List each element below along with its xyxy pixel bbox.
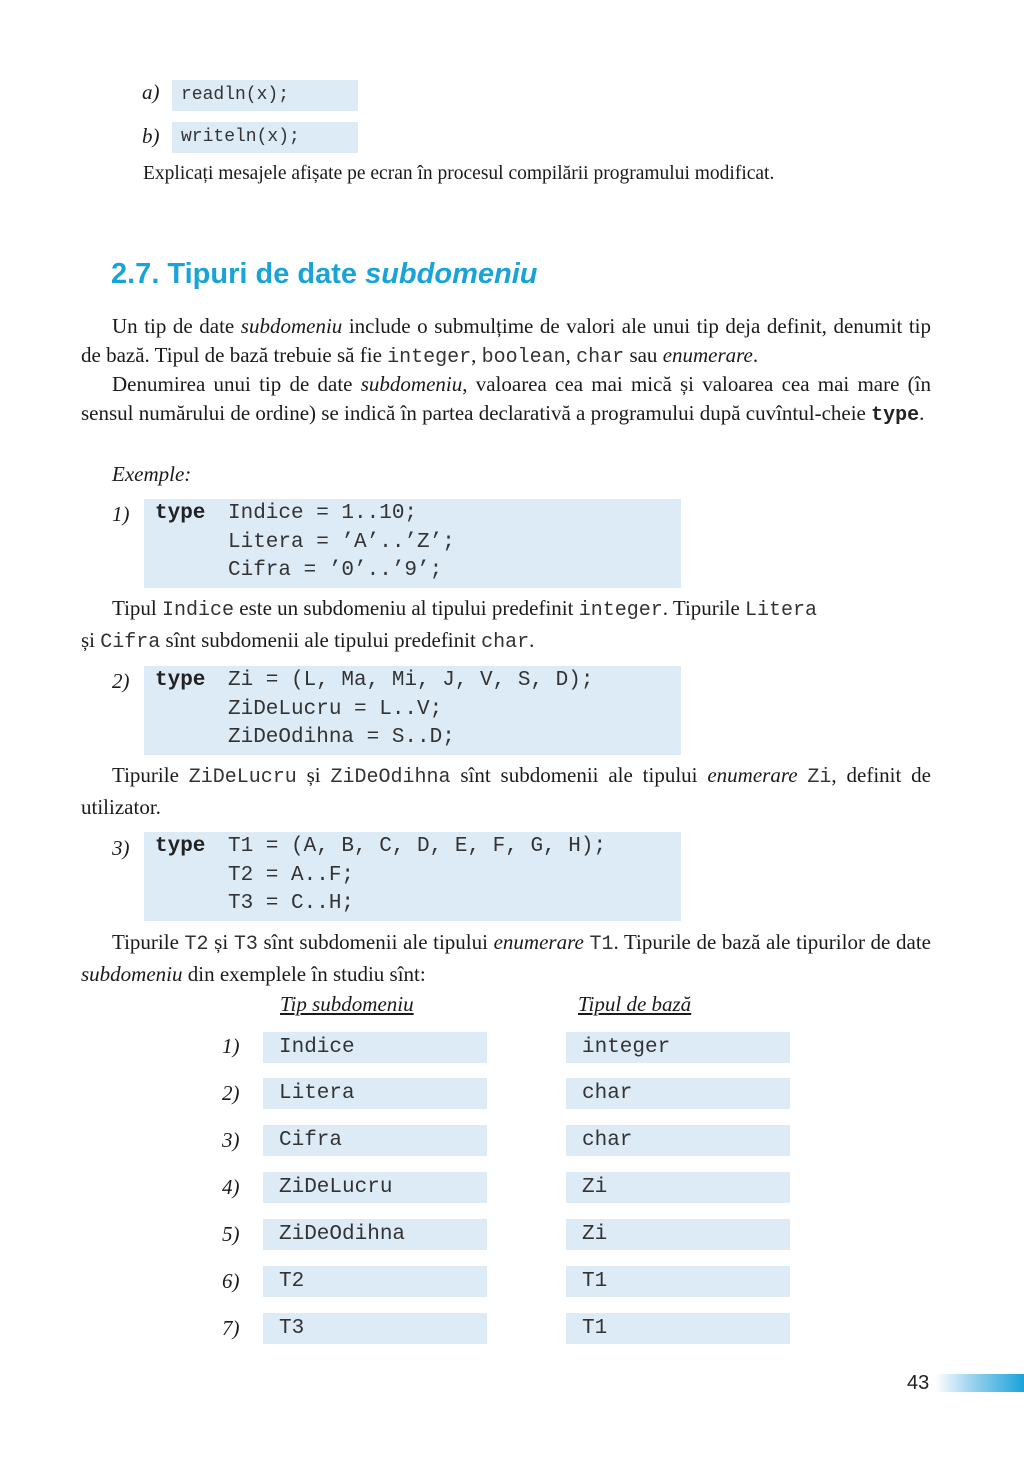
subdomain-cell: Indice [263,1032,487,1063]
paragraph-declaration: Denumirea unui tip de date subdomeniu, valoarea cea mai mică și valoarea cea mai mare (în sensul numărului de ordine) se indică în partea declarativă a programului după cuvîntul-cheie type. [81,372,931,427]
example-label-2: 2) [112,669,130,693]
code-line: Cifra = ’0’..’9’; [228,559,443,582]
base-type-cell: T1 [566,1313,790,1344]
heading-italic: subdomeniu [365,258,538,290]
keyword-type: type [155,669,206,692]
paragraph-definition: Un tip de date subdomeniu include o submulțime de valori ale unui tip deja definit, denumit tip de bază. Tipul de bază trebuie să fie integer, boolean, char sau enumerare. [81,314,931,369]
row-number: 4) [222,1175,240,1199]
code-block-2 [144,666,681,755]
subdomain-cell: T2 [263,1266,487,1297]
row-number: 1) [222,1034,240,1058]
row-number: 2) [222,1081,240,1105]
base-type-cell: char [566,1125,790,1156]
code-block-3 [144,832,681,921]
base-type-cell: char [566,1078,790,1109]
row-number: 6) [222,1269,240,1293]
base-type-cell: Zi [566,1172,790,1203]
subdomain-cell: ZiDeOdihna [263,1219,487,1250]
item-label-a: a) [142,80,160,104]
base-type-cell: integer [566,1032,790,1063]
code-line: ZiDeLucru = L..V; [228,697,443,721]
code-readln: readln(x); [172,80,358,111]
section-heading [111,258,537,291]
heading-text: 2.7. Tipuri de date [111,258,366,290]
page-number-bar [935,1374,1024,1392]
code-line: T2 = A..F; [228,863,355,887]
code-line: T1 = (A, B, C, D, E, F, G, H); [228,835,607,858]
keyword-type: type [155,835,206,858]
item-label-b: b) [142,124,160,148]
row-number: 3) [222,1128,240,1152]
subdomain-cell: T3 [263,1313,487,1344]
subdomain-cell: Cifra [263,1125,487,1156]
code-line: Zi = (L, Ma, Mi, J, V, S, D); [228,669,594,692]
examples-label: Exemple: [112,462,192,486]
base-type-cell: Zi [566,1219,790,1250]
table-header-subdomain: Tip subdomeniu [280,992,414,1016]
exercise-note: Explicați mesajele afișate pe ecran în procesul compilării programului modificat. [143,163,775,184]
code-line: Indice = 1..10; [228,502,418,525]
example-label-3: 3) [112,836,130,860]
code-line: Litera = ’A’..’Z’; [228,530,455,554]
row-number: 5) [222,1222,240,1246]
subdomain-cell: ZiDeLucru [263,1172,487,1203]
page-number: 43 [907,1372,930,1394]
keyword-type: type [155,502,206,525]
code-block-1 [144,499,681,588]
paragraph-example-2: Tipurile ZiDeLucru și ZiDeOdihna sînt subdomenii ale tipului enumerare Zi, definit de utilizator. [81,763,931,819]
base-type-cell: T1 [566,1266,790,1297]
code-line: ZiDeOdihna = S..D; [228,726,455,749]
paragraph-example-3: Tipurile T2 și T3 sînt subdomenii ale tipului enumerare T1. Tipurile de bază ale tipurilor de date subdomeniu din exemplele în studiu sînt: [81,930,931,986]
row-number: 7) [222,1316,240,1340]
paragraph-example-1: Tipul Indice este un subdomeniu al tipului predefinit integer. Tipurile Litera și Cifra sînt subdomenii ale tipului predefinit char. [81,596,818,654]
code-line: T3 = C..H; [228,892,355,915]
example-label-1: 1) [112,502,130,526]
subdomain-cell: Litera [263,1078,487,1109]
code-writeln: writeln(x); [172,122,358,153]
table-header-base: Tipul de bază [578,992,692,1016]
